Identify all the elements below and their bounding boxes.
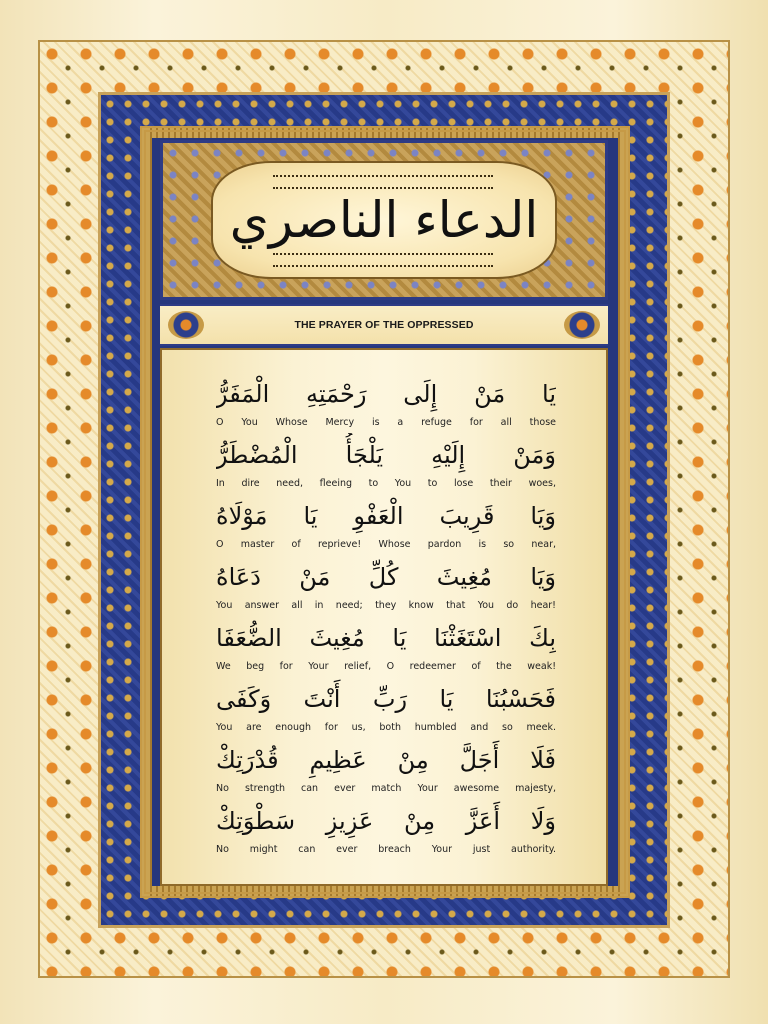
verse-2: [216, 433, 556, 491]
verse-7: [216, 738, 556, 796]
verse-english: No strength can ever match Your awesome majesty,: [216, 783, 556, 794]
verse-english: O You Whose Mercy is a refuge for all those: [216, 417, 556, 428]
verse-3: [216, 494, 556, 552]
verse-4: [216, 555, 556, 613]
subtitle-strip: [160, 304, 608, 346]
verse-arabic: وَلَا أَعَزَّ مِنْ عَزِيزِ سَطْوَتِكْ: [216, 807, 556, 835]
verse-english: You answer all in need; they know that You do hear!: [216, 600, 556, 611]
verse-english: We beg for Your relief, O redeemer of the weak!: [216, 661, 556, 672]
verse-arabic: وَمَنْ إِلَيْهِ يَلْجَأُ الْمُضْطَرُّ: [216, 441, 556, 469]
verse-english: In dire need, fleeing to You to lose their woes,: [216, 478, 556, 489]
verse-arabic: وَيَا قَرِيبَ الْعَفْوِ يَا مَوْلَاهُ: [216, 502, 556, 530]
arabic-title: الدعاء الناصري: [229, 191, 539, 249]
verse-arabic: فَلَا أَجَلَّ مِنْ عَظِيمِ قُدْرَتِكْ: [216, 746, 556, 774]
verse-8: [216, 799, 556, 857]
verse-5: [216, 616, 556, 674]
medallion-ornament-right: [564, 311, 600, 339]
verse-arabic: وَيَا مُغِيثَ كُلِّ مَنْ دَعَاهُ: [216, 563, 556, 591]
verse-arabic: بِكَ اسْتَغَثْنَا يَا مُغِيثَ الضُّعَفَا: [216, 624, 556, 652]
header-panel: [160, 140, 608, 300]
verse-english: You are enough for us, both humbled and so meek.: [216, 722, 556, 733]
verse-panel: [160, 348, 608, 886]
verse-english: O master of reprieve! Whose pardon is so near,: [216, 539, 556, 550]
verse-arabic: فَحَسْبُنَا يَا رَبِّ أَنْتَ وَكَفَى: [216, 685, 556, 713]
title-cartouche: [211, 161, 557, 279]
vine-ornament-top: [273, 175, 493, 189]
vine-ornament-bottom: [273, 253, 493, 267]
subtitle: THE PRAYER OF THE OPPRESSED: [294, 319, 474, 331]
verse-arabic: يَا مَنْ إِلَى رَحْمَتِهِ الْمَفَرُّ: [216, 380, 556, 408]
verse-6: [216, 677, 556, 735]
verse-1: [216, 372, 556, 430]
verse-english: No might can ever breach Your just authority.: [216, 844, 556, 855]
